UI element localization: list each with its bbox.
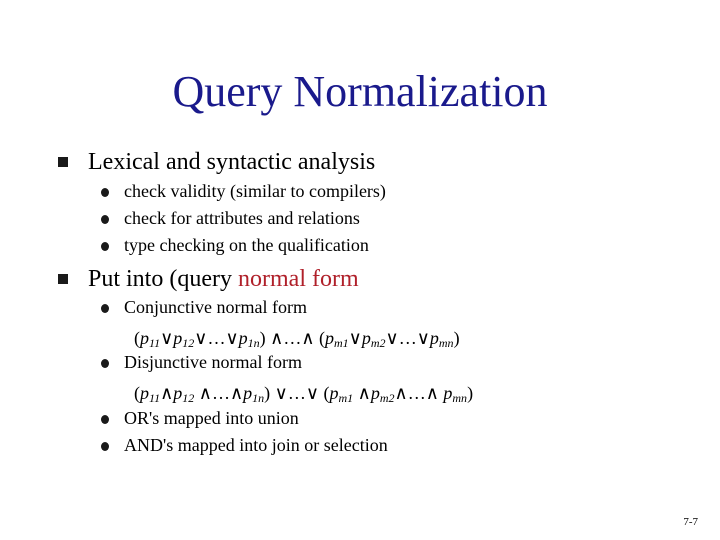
round-bullet-icon xyxy=(101,359,109,368)
highlight-text: normal form xyxy=(238,266,359,292)
round-bullet-icon xyxy=(101,442,109,451)
list-item: check validity (similar to compilers) xyxy=(124,181,386,201)
list-item: type checking on the qualification xyxy=(124,235,369,255)
slide-title: Query Normalization xyxy=(172,67,548,116)
round-bullet-icon xyxy=(101,215,109,224)
page-number: 7-7 xyxy=(683,516,698,528)
list-item: OR's mapped into union xyxy=(124,408,299,428)
square-bullet-icon xyxy=(58,157,68,167)
section-heading-normal-form xyxy=(88,265,359,293)
round-bullet-icon xyxy=(101,242,109,251)
list-item: check for attributes and relations xyxy=(124,208,360,228)
list-item: Disjunctive normal form xyxy=(124,352,302,372)
list-item: Conjunctive normal form xyxy=(124,297,307,317)
round-bullet-icon xyxy=(101,415,109,424)
round-bullet-icon xyxy=(101,188,109,197)
dnf-formula: ($p_{11}\wedge p_{12}$ $\wedge\dots\wedge p_{1n}$) ∨…∨ ($p_{m1}$ $\wedge p_{m2}\wedge\dots\wedge$ $p_{mn}$) xyxy=(134,383,474,405)
square-bullet-icon xyxy=(58,274,68,284)
list-item: AND's mapped into join or selection xyxy=(124,435,388,455)
cnf-formula: $(p_{11}\vee p_{12}\vee\dots\vee p_{1n})$ ∧…∧ $(p_{m1}\vee p_{m2}\vee\dots\vee p_{mn})$ xyxy=(134,328,460,350)
round-bullet-icon xyxy=(101,304,109,313)
section-heading-lexical: Lexical and syntactic analysis xyxy=(88,149,376,175)
heading-prefix: Put into (query xyxy=(88,266,238,292)
